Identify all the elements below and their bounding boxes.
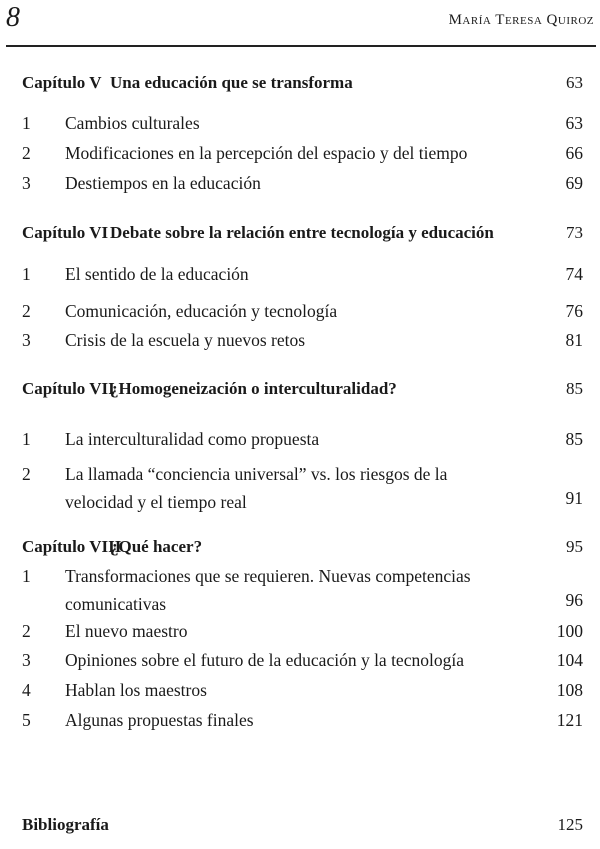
toc-chapter xyxy=(22,71,583,95)
section-page: 108 xyxy=(556,680,583,700)
section-number: 3 xyxy=(22,330,31,350)
toc-chapter xyxy=(22,535,583,559)
toc-section xyxy=(22,678,583,702)
section-title: La interculturalidad como propuesta xyxy=(65,429,320,449)
section-page: 63 xyxy=(565,113,583,133)
section-page: 96 xyxy=(565,590,583,610)
section-number: 3 xyxy=(22,650,31,670)
section-title: Crisis de la escuela y nuevos retos xyxy=(65,330,306,350)
toc-chapter xyxy=(22,221,583,245)
section-page: 85 xyxy=(565,429,583,449)
chapter-title: ¿Qué hacer? xyxy=(110,537,203,556)
section-number: 1 xyxy=(22,566,31,586)
chapter-page: 73 xyxy=(566,223,583,242)
toc-section xyxy=(22,299,583,323)
section-number: 1 xyxy=(22,429,31,449)
section-title: El sentido de la educación xyxy=(65,264,249,284)
toc-section xyxy=(22,171,583,195)
chapter-title: ¿Homogeneización o interculturalidad? xyxy=(110,379,397,398)
section-number: 2 xyxy=(22,301,31,321)
section-title: Comunicación, educación y tecnología xyxy=(65,301,338,321)
toc-chapter xyxy=(22,377,583,401)
section-number: 1 xyxy=(22,113,31,133)
chapter-page: 95 xyxy=(566,537,583,556)
chapter-title: Una educación que se transforma xyxy=(110,73,353,92)
chapter-label: Capítulo V xyxy=(22,73,102,92)
toc-section xyxy=(22,262,583,286)
header-rule xyxy=(6,45,596,47)
toc-section xyxy=(22,328,583,352)
section-title: La llamada “conciencia universal” vs. los riesgos de la velocidad y el tiempo real xyxy=(65,464,448,512)
bibliography-label: Bibliografía xyxy=(22,815,109,834)
section-number: 3 xyxy=(22,173,31,193)
chapter-page: 63 xyxy=(566,73,583,92)
toc-section xyxy=(22,708,583,732)
section-title: Cambios culturales xyxy=(65,113,200,133)
section-number: 5 xyxy=(22,710,31,730)
section-number: 1 xyxy=(22,264,31,284)
section-page: 76 xyxy=(565,301,583,321)
section-title: Modificaciones en la percepción del espacio y del tiempo xyxy=(65,143,468,163)
section-title: Opiniones sobre el futuro de la educación y la tecnología xyxy=(65,650,464,670)
running-head: María Teresa Quiroz xyxy=(448,12,594,28)
chapter-page: 85 xyxy=(566,379,583,398)
section-title: Hablan los maestros xyxy=(65,680,207,700)
toc-section xyxy=(22,460,583,512)
toc-section xyxy=(22,562,583,614)
section-page: 91 xyxy=(565,488,583,508)
section-title: Transformaciones que se requieren. Nuevas competencias comunicativas xyxy=(65,566,471,614)
section-page: 66 xyxy=(565,143,583,163)
section-number: 2 xyxy=(22,464,31,484)
section-page: 81 xyxy=(565,330,583,350)
chapter-label: Capítulo VII xyxy=(22,379,115,398)
page-number: 8 xyxy=(6,2,20,33)
section-page: 69 xyxy=(565,173,583,193)
toc-section xyxy=(22,619,583,643)
section-number: 4 xyxy=(22,680,31,700)
toc-section xyxy=(22,427,583,451)
toc-section xyxy=(22,648,583,672)
section-title: Algunas propuestas finales xyxy=(65,710,254,730)
bibliography-page: 125 xyxy=(557,815,583,834)
section-title: El nuevo maestro xyxy=(65,621,188,641)
toc-section xyxy=(22,141,583,165)
section-page: 104 xyxy=(556,650,583,670)
section-page: 74 xyxy=(565,264,583,284)
section-title: Destiempos en la educación xyxy=(65,173,261,193)
chapter-title: Debate sobre la relación entre tecnología y educación xyxy=(110,223,494,242)
toc-bibliography xyxy=(22,813,583,837)
toc-section xyxy=(22,111,583,135)
section-number: 2 xyxy=(22,621,31,641)
section-page: 100 xyxy=(556,621,583,641)
section-page: 121 xyxy=(556,710,583,730)
chapter-label: Capítulo VIII xyxy=(22,537,122,556)
chapter-label: Capítulo VI xyxy=(22,223,109,242)
section-number: 2 xyxy=(22,143,31,163)
